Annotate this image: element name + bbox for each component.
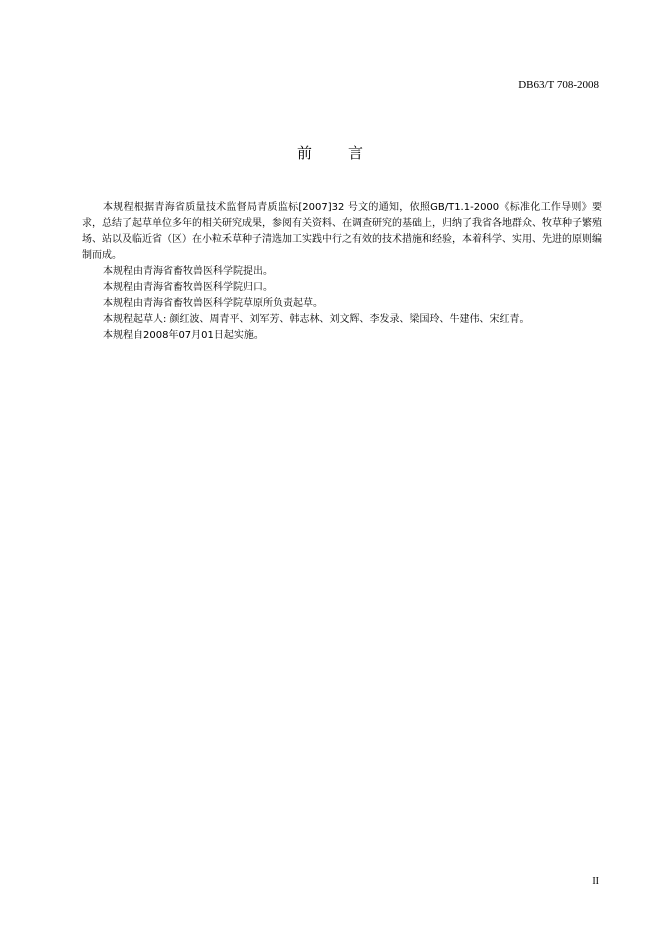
paragraph-effective-date: 本规程自2008年07月01日起实施。 bbox=[103, 330, 264, 341]
section-title: 前 言 bbox=[296, 144, 365, 162]
paragraph-basis: 本规程根据青海省质量技术监督局青质监标[2007]32 号文的通知，依照GB/T1.1-2000《标准化工作导则》要求，总结了起草单位多年的相关研究成果，参阅有关资料、在调查研究的基础上，归纳了我省各地群众、牧草种子繁殖场、站以及临近省（区）在小粒禾草种子清选加工实践中行之有效的技术措施和经验，本着科学、实用、先进的原则编制而成。 bbox=[82, 202, 602, 261]
paragraph-drafters: 本规程起草人: 颜红波、周青平、刘军芳、韩志林、刘文辉、李发录、梁国玲、牛建伟、宋红青。 bbox=[103, 314, 530, 325]
paragraph-drafting-unit: 本规程由青海省畜牧兽医科学院草原所负责起草。 bbox=[103, 298, 323, 309]
foreword-body bbox=[82, 200, 602, 344]
document-number: DB63/T 708-2008 bbox=[518, 79, 599, 91]
page-number: II bbox=[592, 876, 599, 887]
paragraph-proposer: 本规程由青海省畜牧兽医科学院提出。 bbox=[103, 266, 273, 277]
paragraph-centralized-unit: 本规程由青海省畜牧兽医科学院归口。 bbox=[103, 282, 273, 293]
